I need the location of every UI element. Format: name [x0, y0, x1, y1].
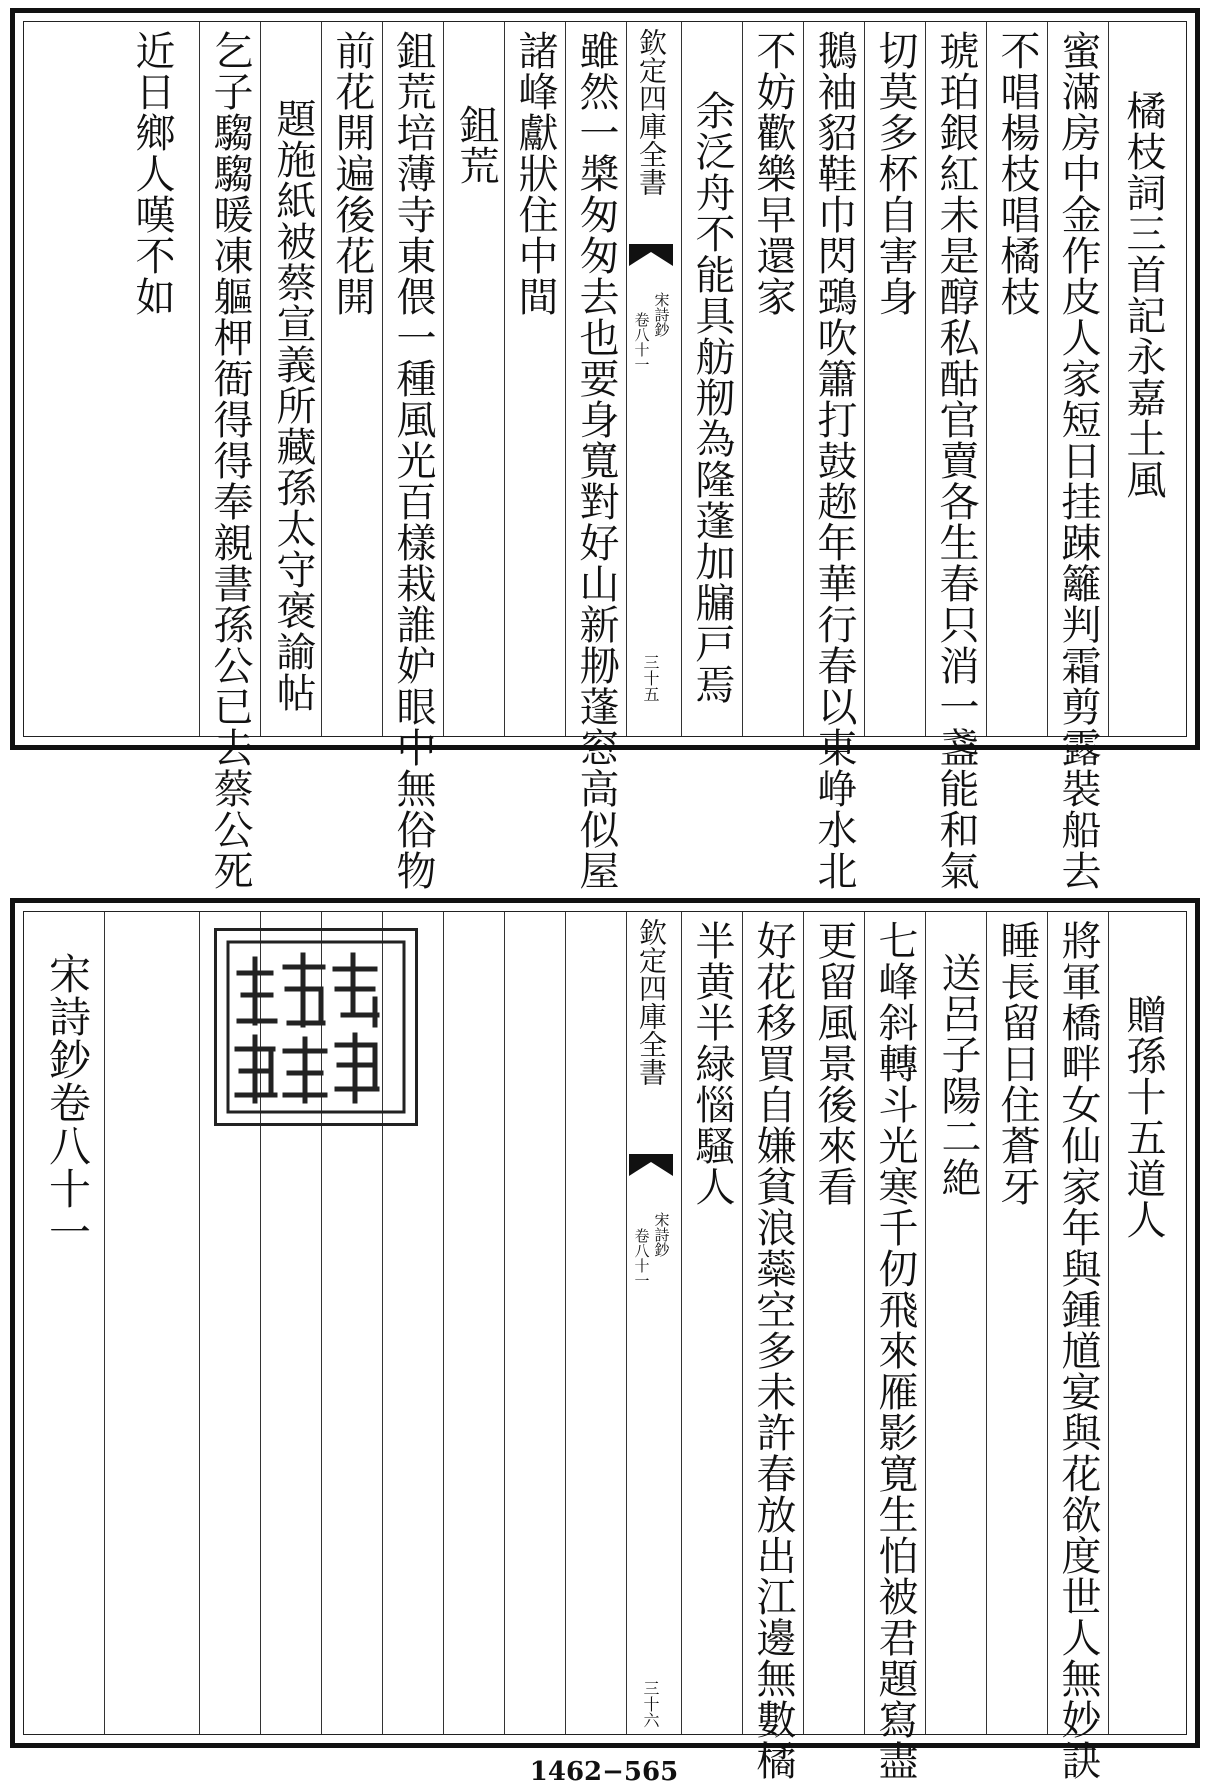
bottom-col-3: 睡長留日住蒼牙 — [994, 920, 1040, 1207]
fish-tail-mark-icon — [627, 244, 675, 266]
bottom-col-1: 贈孫十五道人 — [1120, 994, 1166, 1240]
top-page — [10, 8, 1200, 891]
bottom-col-4: 送呂子陽二絶 — [935, 952, 981, 1198]
top-col-1: 橘枝詞三首記永嘉土風 — [1120, 90, 1166, 500]
bottom-end-title: 宋詩鈔卷八十一 — [43, 952, 92, 1253]
bottom-center-book: 宋詩鈔 — [652, 1212, 671, 1257]
top-col-15: 乞子騶騶暖凍軀柙衙得得奉親書孫公已去蔡公死 — [207, 30, 253, 891]
bottom-col-2: 將軍橋畔女仙家年與鍾馗宴與花欲度世人無妙訣 — [1055, 920, 1101, 1781]
top-col-7: 不妨歡樂早還家 — [750, 30, 796, 317]
bottom-col-8: 半黄半緑惱騷人 — [689, 920, 735, 1207]
top-col-4: 琥珀銀紅未是醇私酤官賣各生春只消一盞能和氣 — [933, 30, 979, 891]
top-col-16: 近日鄉人嘆不如 — [129, 30, 175, 317]
top-center-title: 欽定四庫全書 — [635, 28, 668, 196]
top-col-8: 余泛舟不能具舫剏為隆蓬加牖戸焉 — [689, 90, 735, 705]
top-center-volume: 卷八十一 — [632, 312, 651, 372]
top-col-14: 題施紙被蔡宣義所藏孫太守褒諭帖 — [270, 98, 316, 713]
bottom-center-page: 三十六 — [641, 1680, 660, 1728]
imperial-seal — [214, 928, 418, 1126]
bottom-center-title: 欽定四庫全書 — [635, 918, 668, 1086]
top-col-10: 諸峰獻狀住中間 — [512, 30, 558, 317]
top-col-3: 不唱楊枝唱橘枝 — [994, 30, 1040, 317]
seal-icon — [225, 939, 407, 1115]
bottom-center-volume: 卷八十一 — [632, 1228, 651, 1288]
fish-tail-mark-icon — [627, 1154, 675, 1176]
top-col-13: 前花開遍後花開 — [329, 30, 375, 317]
top-center-book: 宋詩鈔 — [652, 292, 671, 337]
top-col-9: 雖然一槳匆匆去也要身寬對好山新刱蓬窓高似屋 — [573, 30, 619, 891]
top-col-11: 鉏荒 — [453, 104, 499, 186]
top-col-12: 鉏荒培薄寺東偎一種風光百樣栽誰妒眼中無俗物 — [390, 30, 436, 891]
bottom-col-5: 七峰斜轉斗光寒千仞飛來雁影寛生怕被君題寫盡 — [872, 920, 918, 1781]
bottom-center-gutter — [626, 912, 682, 1734]
bottom-col-6: 更留風景後來看 — [811, 920, 857, 1207]
top-center-gutter — [626, 22, 682, 736]
top-col-2: 蜜滿房中金作皮人家短日挂踈籬判霜剪露裝船去 — [1055, 30, 1101, 891]
top-center-page: 三十五 — [641, 654, 660, 702]
page-footer-number: 1462−565 — [529, 1757, 679, 1787]
bottom-col-7: 好花移買自嫌貧浪蘂空多未許春放出江邊無數橘 — [750, 920, 796, 1781]
top-col-6: 鵝袖貂鞋巾閃鵶吹簫打鼓趂年華行春以東峥水北 — [811, 30, 857, 891]
top-col-5: 切莫多杯自害身 — [872, 30, 918, 317]
top-page-frame — [23, 21, 1187, 891]
